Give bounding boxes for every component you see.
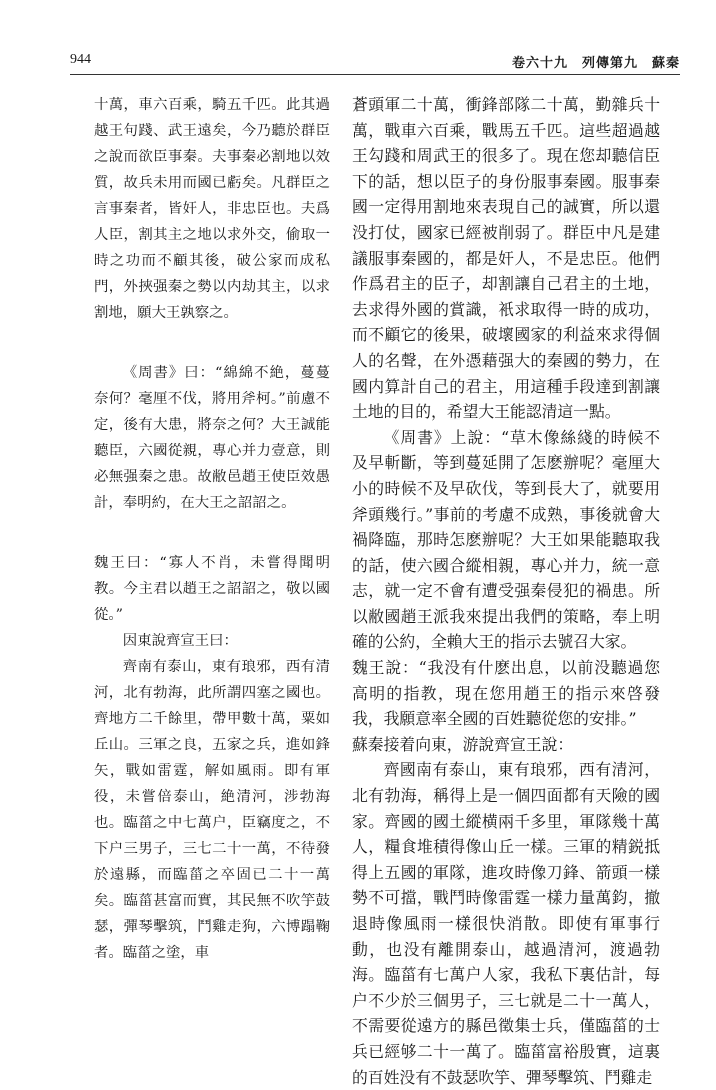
classical-paragraph: 因東說齊宣王曰： <box>122 633 238 649</box>
translation-paragraph: 蒼頭軍二十萬，衝鋒部隊二十萬，勤雜兵十萬，戰車六百乘，戰馬五千匹。這些超過越王勾踐和周武王的很多了。現在您却聽信臣下的話，想以臣子的身份服事秦國。服事秦國一定得用割地來表現自己的誠實，所以還没打仗，國家已經被削弱了。群臣中凡是建議服事秦國的，都是奸人，不是忠臣。他們作爲君主的臣子，却割讓自己君主的土地，去求得外國的賞識，衹求取得一時的成功，而不顧它的後果，破壞國家的利益來求得個人的名聲，在外憑藉强大的秦國的勢力，在國内算計自己的君主，用這種手段達到割讓土地的目的，希望大王能認清這一點。 <box>352 95 660 422</box>
page-header <box>70 52 680 78</box>
translation-paragraph: 魏王說：“我没有什麽出息，以前没聽過您高明的指教，現在您用趙王的指示來啓發我，我願意率全國的百姓聽從您的安排。” <box>352 658 660 729</box>
header-rule <box>70 74 680 75</box>
classical-paragraph: 魏王曰：“寡人不肖，未嘗得聞明教。今主君以趙王之詔詔之，敬以國從。” <box>94 555 330 623</box>
translation-paragraph: 《周書》上說：“草木像絲綫的時候不及早斬斷，等到蔓延開了怎麽辦呢？毫厘大小的時候不及早砍伐，等到長大了，就要用斧頭幾行。”事前的考慮不成熟，事後就會大禍降臨，那時怎麽辦呢？大王如果能聽取我的話，使六國合縱相親，專心并力，統一意志，就一定不會有遭受强秦侵犯的禍患。所以敝國趙王派我來提出我們的策略，奉上明確的公約，全賴大王的指示去號召大家。 <box>352 427 660 652</box>
classical-text-column <box>94 92 330 966</box>
translation-paragraph: 蘇秦接着向東，游說齊宣王說： <box>352 734 574 754</box>
running-head: 卷六十九 列傳第九 蘇秦 <box>511 56 680 71</box>
translation-paragraph: 齊國南有泰山，東有琅邪，西有清河，北有勃海，稱得上是一個四面都有天險的國家。齊國的國土縱横兩千多里，軍隊幾十萬人，糧食堆積得像山丘一樣。三軍的精鋭抵得上五國的軍隊，進攻時像刀鋒、箭頭一樣勢不可擋，戰鬥時像雷霆一樣力量萬鈞，撤退時像風雨一樣很快消散。即使有軍事行動，也没有離開泰山，越過清河，渡過勃海。臨菑有七萬户人家，我私下裏估計，每户不少於三個男子，三七就是二十一萬人，不需要從遠方的縣邑徵集士兵，僅臨菑的士兵已經够二十一萬了。臨菑富裕殷實，這裏的百姓没有不鼓瑟吹竽、彈琴擊筑、鬥雞走 <box>352 760 660 1087</box>
classical-paragraph: 十萬，車六百乘，騎五千匹。此其過越王句踐、武王遠矣，今乃聽於群臣之說而欲臣事秦。夫事秦必割地以效質，故兵未用而國已虧矣。凡群臣之言事秦者，皆奸人，非忠臣也。夫爲人臣，割其主之地以求外交，偷取一時之功而不顧其後，破公家而成私門，外挾强秦之勢以内劫其主，以求割地，願大王孰察之。 <box>94 97 330 321</box>
classical-paragraph: 齊南有泰山，東有琅邪，西有清河，北有勃海，此所謂四塞之國也。齊地方二千餘里，帶甲數十萬，粟如丘山。三軍之良，五家之兵，進如鋒矢，戰如雷霆，解如風雨。即有軍役，未嘗倍泰山，絶清河，涉勃海也。臨菑之中七萬户，臣竊度之，不下户三男子，三七二十一萬，不待發於遠縣，而臨菑之卒固已二十一萬矣。臨菑甚富而實，其民無不吹竽鼓瑟，彈琴擊筑，鬥雞走狗，六博蹋鞠者。臨菑之塗，車 <box>94 659 330 961</box>
translation-column <box>352 92 660 1090</box>
classical-paragraph: 《周書》曰：“綿綿不絶，蔓蔓奈何？毫厘不伐，將用斧柯。”前慮不定，後有大患，將奈之何？大王誠能聽臣，六國從親，專心并力壹意，則必無强秦之患。故敝邑趙王使臣效愚計，奉明約，在大王之詔詔之。 <box>94 365 330 511</box>
page-number: 944 <box>70 52 91 67</box>
